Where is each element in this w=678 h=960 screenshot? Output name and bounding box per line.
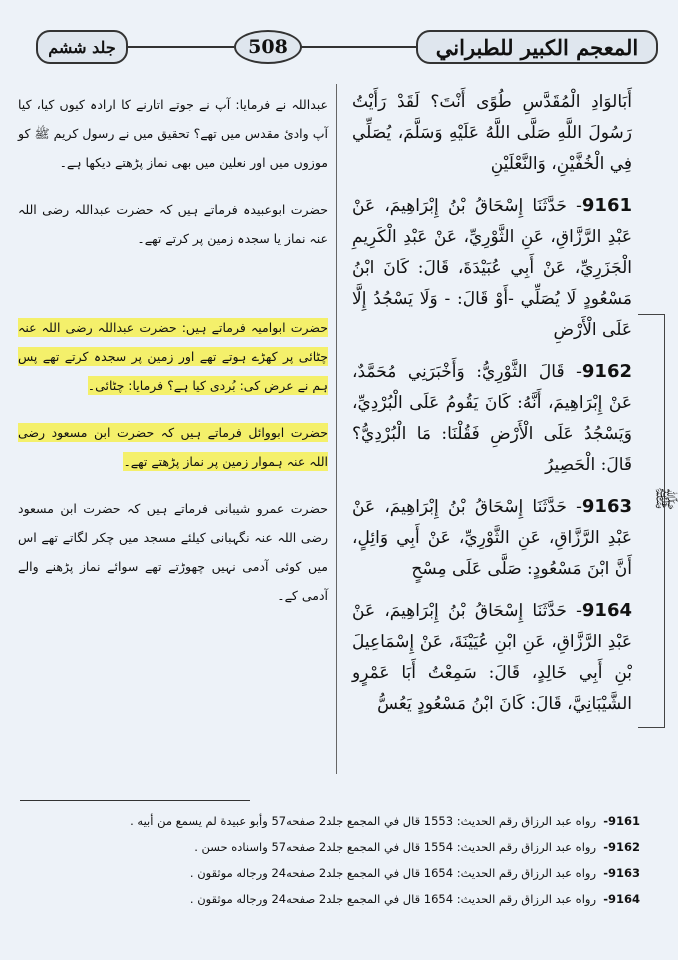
arabic-text: - حَدَّثَنَا إِسْحَاقُ بْنُ إِبْرَاهِيمَ، عَنْ عَبْدِ الرَّزَّاقِ، عَنِ ابْنِ عُيَيْنَةَ، عَنْ إِسْمَاعِيلَ بْنِ أَبِي خَالِدٍ، قَالَ: سَمِعْتُ أَبَا عَمْرٍو الشَّيْبَانِيَّ، قَالَ: كَانَ ابْنُ مَسْعُودٍ يَعُسُّ bbox=[352, 601, 632, 714]
arabic-paragraph bbox=[352, 86, 632, 180]
footnote-text: رواه عبد الرزاق رقم الحديث: 1553 قال في المجمع جلد2 صفحه57 وأبو عبيدة لم يسمع من أبيه . bbox=[130, 814, 596, 828]
hadith-number: 9162 bbox=[581, 361, 632, 382]
arabic-paragraph bbox=[352, 491, 632, 585]
footnote bbox=[60, 886, 640, 912]
urdu-text: حضرت ابوعبیدہ فرماتے ہیں کہ حضرت عبداللہ رضی اللہ عنہ نماز یا سجدہ زمین پر کرتے تھے۔ bbox=[18, 202, 328, 246]
urdu-text: حضرت عمرو شیبانی فرماتے ہیں کہ حضرت ابن مسعود رضی اللہ عنہ نگہبانی کیلئے مسجد میں چکر لگاتے تھے اس میں کوئی آدمی نہیں چھوڑتے تھے سوائے نماز پڑھنے والے آدمی کے۔ bbox=[18, 501, 328, 603]
urdu-paragraph bbox=[18, 313, 328, 400]
urdu-paragraph bbox=[18, 494, 328, 610]
footnote-separator bbox=[20, 800, 250, 801]
page-number: 508 bbox=[234, 30, 302, 64]
book-title: المعجم الكبير للطبراني bbox=[416, 30, 658, 64]
footnotes bbox=[60, 808, 640, 912]
header-rule-right bbox=[298, 46, 416, 48]
arabic-text: - حَدَّثَنَا إِسْحَاقُ بْنُ إِبْرَاهِيمَ، عَنْ عَبْدِ الرَّزَّاقِ، عَنِ الثَّوْرِيِّ، عَنْ عَبْدِ الْكَرِيمِ الْجَزَرِيِّ، عَنْ أَبِي عُبَيْدَةَ، قَالَ: كَانَ ابْنُ مَسْعُودٍ لَا يُصَلِّي -أَوْ قَالَ: - وَلَا يَسْجُدُ إِلَّا عَلَى الْأَرْضِ bbox=[352, 196, 632, 340]
footnote-number: 9161- bbox=[603, 814, 640, 828]
hadith-number: 9161 bbox=[581, 195, 632, 216]
volume-label: جلد ششم bbox=[36, 30, 128, 64]
urdu-translation-column bbox=[18, 90, 328, 628]
urdu-paragraph bbox=[18, 195, 328, 253]
footnote-text: رواه عبد الرزاق رقم الحديث: 1554 قال في المجمع جلد2 صفحه57 واسناده حسن . bbox=[194, 840, 596, 854]
footnote-text: رواه عبد الرزاق رقم الحديث: 1654 قال في المجمع جلد2 صفحه24 ورجاله موثقون . bbox=[189, 866, 596, 880]
footnote-number: 9164- bbox=[603, 892, 640, 906]
footnote-number: 9162- bbox=[603, 840, 640, 854]
arabic-paragraph bbox=[352, 595, 632, 720]
arabic-text: - حَدَّثَنَا إِسْحَاقُ بْنُ إِبْرَاهِيمَ، عَنْ عَبْدِ الرَّزَّاقِ، عَنِ الثَّوْرِيِّ، عَنْ أَبِي وَائِلٍ، أَنَّ ابْنَ مَسْعُودٍ: صَلَّى عَلَى مِسْحٍ bbox=[352, 497, 632, 579]
footnote bbox=[60, 860, 640, 886]
margin-ornament-glyph: ﷺ bbox=[652, 486, 677, 511]
header-rule-left bbox=[124, 46, 234, 48]
margin-ornament-bracket bbox=[638, 314, 665, 728]
arabic-text: أَبَالوَادِ الْمُقَدَّسِ طُوًى أَنْتَ؟ لَقَدْ رَأَيْتُ رَسُولَ اللَّهِ صَلَّى اللَّهُ عَلَيْهِ وَسَلَّمَ، يُصَلِّي فِي الْخُفَّيْنِ، وَالنَّعْلَيْنِ bbox=[352, 92, 632, 174]
hadith-number: 9163 bbox=[581, 496, 632, 517]
footnote bbox=[60, 834, 640, 860]
hadith-number: 9164 bbox=[581, 600, 632, 621]
footnote-text: رواه عبد الرزاق رقم الحديث: 1654 قال في المجمع جلد2 صفحه24 ورجاله موثقون . bbox=[189, 892, 596, 906]
highlighted-urdu-text: حضرت ابوامیہ فرماتے ہیں: حضرت عبداللہ رضی اللہ عنہ چٹائی پر کھڑے ہوتے تھے اور زمین پر سجدہ کرتے تھے پس ہم نے عرض کی: بُردی کیا ہے؟ فرمایا: چٹائی۔ bbox=[18, 320, 328, 393]
urdu-paragraph bbox=[18, 418, 328, 476]
footnote bbox=[60, 808, 640, 834]
arabic-text-column bbox=[352, 86, 632, 730]
page-header bbox=[24, 18, 654, 70]
arabic-text: - قَالَ الثَّوْرِيُّ: وَأَخْبَرَنِي مُحَمَّدٌ، عَنْ إِبْرَاهِيمَ، أَنَّهُ: كَانَ يَقُومُ عَلَى الْبُرْدِيِّ، وَيَسْجُدُ عَلَى الْأَرْضِ فَقُلْنَا: مَا الْبُرْدِيُّ؟ قَالَ: الْحَصِيرُ bbox=[352, 362, 632, 475]
arabic-paragraph bbox=[352, 190, 632, 346]
footnote-number: 9163- bbox=[603, 866, 640, 880]
column-divider bbox=[336, 84, 337, 774]
urdu-text: عبداللہ نے فرمایا: آپ نے جوتے اتارنے کا ارادہ کیوں کیا، کیا آپ وادیٔ مقدس میں تھے؟ تحقیق میں نے رسول کریم ﷺ کو موزوں میں اور نعلین میں بھی نماز پڑھتے دیکھا ہے۔ bbox=[18, 97, 328, 170]
highlighted-urdu-text: حضرت ابووائل فرماتے ہیں کہ حضرت ابن مسعود رضی اللہ عنہ ہموار زمین پر نماز پڑھتے تھے۔ bbox=[18, 425, 328, 469]
urdu-paragraph bbox=[18, 90, 328, 177]
arabic-paragraph bbox=[352, 356, 632, 481]
